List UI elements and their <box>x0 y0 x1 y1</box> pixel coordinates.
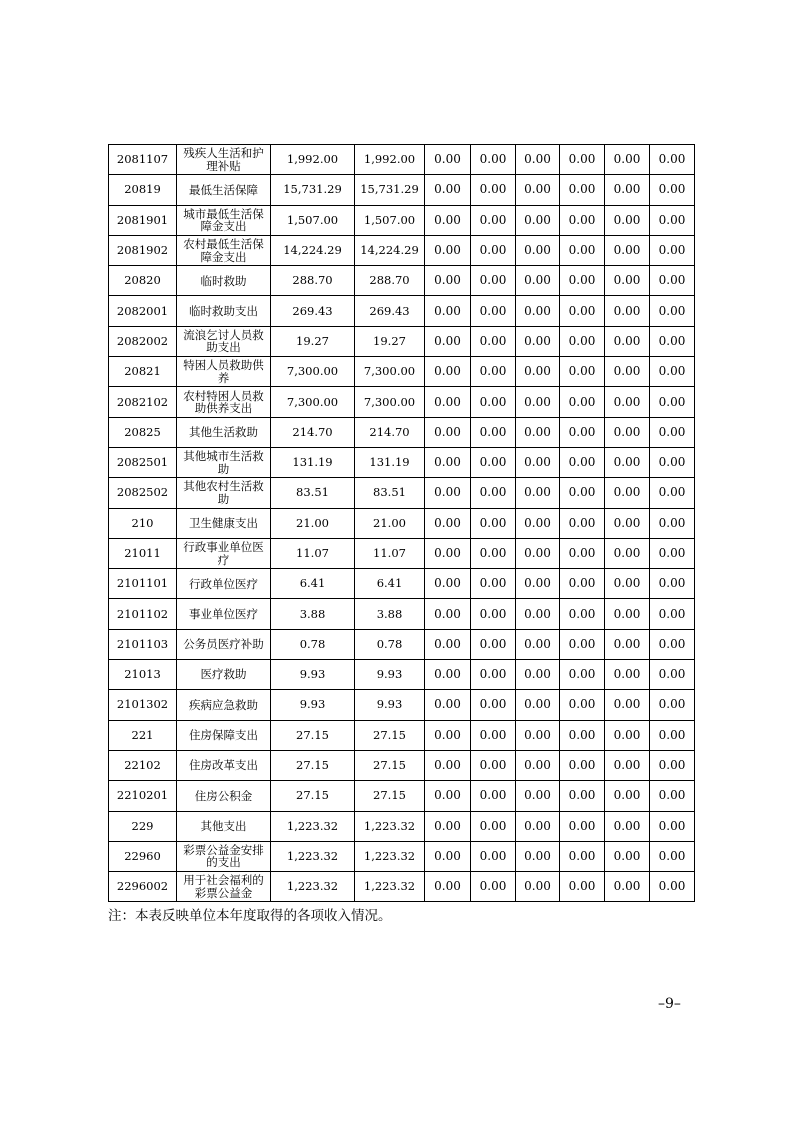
row-name-cell: 农村特困人员救助供养支出 <box>177 387 271 417</box>
row-amount-cell: 0.00 <box>471 781 516 811</box>
row-amount-cell: 0.00 <box>471 478 516 508</box>
row-name-cell: 公务员医疗补助 <box>177 629 271 659</box>
row-amount-cell: 0.00 <box>605 841 650 871</box>
row-amount-cell: 0.00 <box>605 387 650 417</box>
row-amount-cell: 0.00 <box>425 326 471 356</box>
page-number: –9– <box>658 996 681 1012</box>
row-total-cell: 83.51 <box>271 478 355 508</box>
table-row <box>109 478 695 508</box>
table-row <box>109 841 695 871</box>
row-amount-cell: 0.00 <box>516 599 560 629</box>
row-amount-cell: 0.00 <box>605 296 650 326</box>
row-amount-cell: 0.00 <box>471 569 516 599</box>
row-code-cell: 21013 <box>109 660 177 690</box>
row-basic-cell: 19.27 <box>355 326 425 356</box>
row-name-cell: 卫生健康支出 <box>177 508 271 538</box>
row-amount-cell: 0.00 <box>471 720 516 750</box>
row-total-cell: 1,223.32 <box>271 841 355 871</box>
row-code-cell: 21011 <box>109 538 177 568</box>
row-name-cell: 住房公积金 <box>177 781 271 811</box>
row-name-cell: 其他城市生活救助 <box>177 447 271 477</box>
row-total-cell: 214.70 <box>271 417 355 447</box>
row-basic-cell: 15,731.29 <box>355 175 425 205</box>
row-code-cell: 221 <box>109 720 177 750</box>
row-name-cell: 彩票公益金安排的支出 <box>177 841 271 871</box>
row-amount-cell: 0.00 <box>605 235 650 265</box>
row-total-cell: 11.07 <box>271 538 355 568</box>
row-amount-cell: 0.00 <box>516 478 560 508</box>
table-row <box>109 508 695 538</box>
row-amount-cell: 0.00 <box>560 478 605 508</box>
row-amount-cell: 0.00 <box>516 387 560 417</box>
row-amount-cell: 0.00 <box>560 569 605 599</box>
row-amount-cell: 0.00 <box>560 629 605 659</box>
row-name-cell: 残疾人生活和护理补贴 <box>177 145 271 175</box>
row-amount-cell: 0.00 <box>516 660 560 690</box>
row-amount-cell: 0.00 <box>516 569 560 599</box>
row-basic-cell: 7,300.00 <box>355 387 425 417</box>
row-basic-cell: 1,507.00 <box>355 205 425 235</box>
row-amount-cell: 0.00 <box>650 811 695 841</box>
row-name-cell: 医疗救助 <box>177 660 271 690</box>
row-amount-cell: 0.00 <box>425 387 471 417</box>
row-amount-cell: 0.00 <box>425 235 471 265</box>
row-name-cell: 临时救助 <box>177 266 271 296</box>
row-amount-cell: 0.00 <box>425 508 471 538</box>
row-amount-cell: 0.00 <box>605 569 650 599</box>
row-total-cell: 269.43 <box>271 296 355 326</box>
row-basic-cell: 11.07 <box>355 538 425 568</box>
table-row <box>109 720 695 750</box>
row-total-cell: 9.93 <box>271 660 355 690</box>
row-total-cell: 21.00 <box>271 508 355 538</box>
row-amount-cell: 0.00 <box>560 175 605 205</box>
row-amount-cell: 0.00 <box>425 841 471 871</box>
row-code-cell: 20819 <box>109 175 177 205</box>
row-amount-cell: 0.00 <box>516 508 560 538</box>
row-amount-cell: 0.00 <box>560 508 605 538</box>
row-amount-cell: 0.00 <box>650 387 695 417</box>
row-basic-cell: 131.19 <box>355 447 425 477</box>
row-code-cell: 2101101 <box>109 569 177 599</box>
row-total-cell: 6.41 <box>271 569 355 599</box>
row-amount-cell: 0.00 <box>650 690 695 720</box>
row-amount-cell: 0.00 <box>650 720 695 750</box>
row-amount-cell: 0.00 <box>471 750 516 780</box>
row-code-cell: 2082102 <box>109 387 177 417</box>
row-amount-cell: 0.00 <box>560 447 605 477</box>
row-amount-cell: 0.00 <box>650 841 695 871</box>
row-code-cell: 2081902 <box>109 235 177 265</box>
row-code-cell: 2101103 <box>109 629 177 659</box>
row-amount-cell: 0.00 <box>650 629 695 659</box>
row-amount-cell: 0.00 <box>516 841 560 871</box>
row-name-cell: 行政事业单位医疗 <box>177 538 271 568</box>
row-amount-cell: 0.00 <box>471 690 516 720</box>
table-row <box>109 569 695 599</box>
row-code-cell: 2101102 <box>109 599 177 629</box>
row-amount-cell: 0.00 <box>560 841 605 871</box>
row-basic-cell: 1,223.32 <box>355 811 425 841</box>
row-code-cell: 2081901 <box>109 205 177 235</box>
row-total-cell: 9.93 <box>271 690 355 720</box>
table-row <box>109 296 695 326</box>
row-amount-cell: 0.00 <box>516 781 560 811</box>
row-amount-cell: 0.00 <box>605 508 650 538</box>
table-row <box>109 145 695 175</box>
table-row <box>109 872 695 902</box>
row-name-cell: 用于社会福利的彩票公益金 <box>177 872 271 902</box>
row-amount-cell: 0.00 <box>516 357 560 387</box>
row-amount-cell: 0.00 <box>516 690 560 720</box>
row-amount-cell: 0.00 <box>471 538 516 568</box>
row-amount-cell: 0.00 <box>605 478 650 508</box>
row-amount-cell: 0.00 <box>425 296 471 326</box>
row-amount-cell: 0.00 <box>516 235 560 265</box>
row-amount-cell: 0.00 <box>605 872 650 902</box>
row-total-cell: 3.88 <box>271 599 355 629</box>
row-amount-cell: 0.00 <box>516 145 560 175</box>
row-amount-cell: 0.00 <box>605 720 650 750</box>
row-basic-cell: 14,224.29 <box>355 235 425 265</box>
row-amount-cell: 0.00 <box>560 145 605 175</box>
row-amount-cell: 0.00 <box>471 447 516 477</box>
row-amount-cell: 0.00 <box>516 447 560 477</box>
row-amount-cell: 0.00 <box>516 417 560 447</box>
row-amount-cell: 0.00 <box>471 266 516 296</box>
row-basic-cell: 83.51 <box>355 478 425 508</box>
table-row <box>109 781 695 811</box>
row-amount-cell: 0.00 <box>560 690 605 720</box>
row-amount-cell: 0.00 <box>425 538 471 568</box>
table-row <box>109 538 695 568</box>
row-amount-cell: 0.00 <box>560 417 605 447</box>
row-amount-cell: 0.00 <box>425 205 471 235</box>
row-amount-cell: 0.00 <box>605 175 650 205</box>
row-amount-cell: 0.00 <box>605 145 650 175</box>
row-amount-cell: 0.00 <box>650 569 695 599</box>
row-name-cell: 农村最低生活保障金支出 <box>177 235 271 265</box>
row-amount-cell: 0.00 <box>605 357 650 387</box>
row-amount-cell: 0.00 <box>425 569 471 599</box>
table-row <box>109 690 695 720</box>
row-amount-cell: 0.00 <box>425 478 471 508</box>
row-code-cell: 2082001 <box>109 296 177 326</box>
row-total-cell: 1,223.32 <box>271 811 355 841</box>
row-amount-cell: 0.00 <box>471 235 516 265</box>
row-amount-cell: 0.00 <box>560 781 605 811</box>
row-total-cell: 15,731.29 <box>271 175 355 205</box>
row-amount-cell: 0.00 <box>516 629 560 659</box>
row-basic-cell: 9.93 <box>355 690 425 720</box>
row-amount-cell: 0.00 <box>650 145 695 175</box>
row-basic-cell: 0.78 <box>355 629 425 659</box>
row-amount-cell: 0.00 <box>425 811 471 841</box>
row-amount-cell: 0.00 <box>516 750 560 780</box>
row-code-cell: 2296002 <box>109 872 177 902</box>
row-amount-cell: 0.00 <box>516 720 560 750</box>
row-total-cell: 27.15 <box>271 750 355 780</box>
table-row <box>109 811 695 841</box>
row-amount-cell: 0.00 <box>650 326 695 356</box>
table-row <box>109 387 695 417</box>
row-amount-cell: 0.00 <box>650 478 695 508</box>
row-amount-cell: 0.00 <box>650 296 695 326</box>
row-amount-cell: 0.00 <box>425 690 471 720</box>
row-basic-cell: 269.43 <box>355 296 425 326</box>
row-total-cell: 27.15 <box>271 781 355 811</box>
row-amount-cell: 0.00 <box>650 750 695 780</box>
row-amount-cell: 0.00 <box>471 811 516 841</box>
row-amount-cell: 0.00 <box>560 266 605 296</box>
row-amount-cell: 0.00 <box>516 175 560 205</box>
row-amount-cell: 0.00 <box>425 599 471 629</box>
row-amount-cell: 0.00 <box>560 872 605 902</box>
row-amount-cell: 0.00 <box>425 781 471 811</box>
row-name-cell: 事业单位医疗 <box>177 599 271 629</box>
row-name-cell: 临时救助支出 <box>177 296 271 326</box>
row-amount-cell: 0.00 <box>471 417 516 447</box>
row-amount-cell: 0.00 <box>650 357 695 387</box>
row-basic-cell: 1,223.32 <box>355 841 425 871</box>
row-amount-cell: 0.00 <box>560 599 605 629</box>
row-amount-cell: 0.00 <box>650 599 695 629</box>
row-amount-cell: 0.00 <box>425 145 471 175</box>
table-row <box>109 175 695 205</box>
row-basic-cell: 214.70 <box>355 417 425 447</box>
row-code-cell: 20820 <box>109 266 177 296</box>
row-amount-cell: 0.00 <box>650 175 695 205</box>
table-row <box>109 417 695 447</box>
row-amount-cell: 0.00 <box>560 205 605 235</box>
row-basic-cell: 1,223.32 <box>355 872 425 902</box>
row-amount-cell: 0.00 <box>516 296 560 326</box>
row-basic-cell: 27.15 <box>355 720 425 750</box>
row-amount-cell: 0.00 <box>605 690 650 720</box>
row-code-cell: 20821 <box>109 357 177 387</box>
row-amount-cell: 0.00 <box>650 205 695 235</box>
row-total-cell: 288.70 <box>271 266 355 296</box>
row-total-cell: 27.15 <box>271 720 355 750</box>
row-amount-cell: 0.00 <box>471 872 516 902</box>
row-amount-cell: 0.00 <box>516 205 560 235</box>
row-amount-cell: 0.00 <box>560 811 605 841</box>
row-amount-cell: 0.00 <box>471 841 516 871</box>
row-code-cell: 2081107 <box>109 145 177 175</box>
row-amount-cell: 0.00 <box>650 417 695 447</box>
row-amount-cell: 0.00 <box>425 720 471 750</box>
row-name-cell: 最低生活保障 <box>177 175 271 205</box>
row-code-cell: 229 <box>109 811 177 841</box>
row-name-cell: 疾病应急救助 <box>177 690 271 720</box>
table-body <box>109 145 695 902</box>
row-amount-cell: 0.00 <box>516 872 560 902</box>
row-amount-cell: 0.00 <box>605 447 650 477</box>
row-amount-cell: 0.00 <box>605 750 650 780</box>
row-amount-cell: 0.00 <box>650 447 695 477</box>
row-amount-cell: 0.00 <box>425 357 471 387</box>
row-amount-cell: 0.00 <box>471 387 516 417</box>
row-amount-cell: 0.00 <box>650 660 695 690</box>
row-basic-cell: 27.15 <box>355 750 425 780</box>
row-total-cell: 131.19 <box>271 447 355 477</box>
row-amount-cell: 0.00 <box>425 447 471 477</box>
row-amount-cell: 0.00 <box>471 205 516 235</box>
row-amount-cell: 0.00 <box>650 538 695 568</box>
row-amount-cell: 0.00 <box>471 296 516 326</box>
row-amount-cell: 0.00 <box>516 266 560 296</box>
row-name-cell: 住房保障支出 <box>177 720 271 750</box>
row-name-cell: 其他支出 <box>177 811 271 841</box>
row-basic-cell: 27.15 <box>355 781 425 811</box>
row-amount-cell: 0.00 <box>425 175 471 205</box>
row-name-cell: 流浪乞讨人员救助支出 <box>177 326 271 356</box>
row-total-cell: 0.78 <box>271 629 355 659</box>
row-amount-cell: 0.00 <box>471 145 516 175</box>
row-amount-cell: 0.00 <box>560 296 605 326</box>
row-code-cell: 2082502 <box>109 478 177 508</box>
row-amount-cell: 0.00 <box>605 266 650 296</box>
row-code-cell: 2082002 <box>109 326 177 356</box>
row-amount-cell: 0.00 <box>650 872 695 902</box>
row-amount-cell: 0.00 <box>605 326 650 356</box>
table-row <box>109 599 695 629</box>
row-amount-cell: 0.00 <box>425 266 471 296</box>
table-row <box>109 205 695 235</box>
row-amount-cell: 0.00 <box>605 599 650 629</box>
table-row <box>109 235 695 265</box>
row-code-cell: 2101302 <box>109 690 177 720</box>
row-amount-cell: 0.00 <box>471 629 516 659</box>
row-amount-cell: 0.00 <box>425 872 471 902</box>
table-row <box>109 750 695 780</box>
row-code-cell: 210 <box>109 508 177 538</box>
row-amount-cell: 0.00 <box>471 357 516 387</box>
row-name-cell: 行政单位医疗 <box>177 569 271 599</box>
row-total-cell: 19.27 <box>271 326 355 356</box>
row-basic-cell: 21.00 <box>355 508 425 538</box>
income-table <box>108 144 695 902</box>
table-note: 注：本表反映单位本年度取得的各项收入情况。 <box>108 908 392 924</box>
row-amount-cell: 0.00 <box>605 417 650 447</box>
row-amount-cell: 0.00 <box>560 235 605 265</box>
table-row <box>109 447 695 477</box>
row-code-cell: 22102 <box>109 750 177 780</box>
row-amount-cell: 0.00 <box>605 811 650 841</box>
row-name-cell: 城市最低生活保障金支出 <box>177 205 271 235</box>
row-amount-cell: 0.00 <box>471 326 516 356</box>
row-amount-cell: 0.00 <box>425 750 471 780</box>
row-code-cell: 2082501 <box>109 447 177 477</box>
row-amount-cell: 0.00 <box>650 235 695 265</box>
row-amount-cell: 0.00 <box>650 266 695 296</box>
row-amount-cell: 0.00 <box>516 538 560 568</box>
row-name-cell: 住房改革支出 <box>177 750 271 780</box>
row-amount-cell: 0.00 <box>650 781 695 811</box>
row-amount-cell: 0.00 <box>605 781 650 811</box>
row-amount-cell: 0.00 <box>471 175 516 205</box>
row-total-cell: 7,300.00 <box>271 387 355 417</box>
row-amount-cell: 0.00 <box>425 417 471 447</box>
row-name-cell: 其他生活救助 <box>177 417 271 447</box>
row-amount-cell: 0.00 <box>605 538 650 568</box>
row-code-cell: 20825 <box>109 417 177 447</box>
row-amount-cell: 0.00 <box>425 660 471 690</box>
row-name-cell: 特困人员救助供养 <box>177 357 271 387</box>
row-basic-cell: 9.93 <box>355 660 425 690</box>
table-row <box>109 326 695 356</box>
row-basic-cell: 3.88 <box>355 599 425 629</box>
row-amount-cell: 0.00 <box>560 538 605 568</box>
row-total-cell: 1,507.00 <box>271 205 355 235</box>
row-amount-cell: 0.00 <box>560 750 605 780</box>
table-row <box>109 629 695 659</box>
row-code-cell: 2210201 <box>109 781 177 811</box>
row-basic-cell: 6.41 <box>355 569 425 599</box>
row-amount-cell: 0.00 <box>560 326 605 356</box>
row-basic-cell: 288.70 <box>355 266 425 296</box>
row-amount-cell: 0.00 <box>605 660 650 690</box>
row-amount-cell: 0.00 <box>516 811 560 841</box>
row-basic-cell: 1,992.00 <box>355 145 425 175</box>
row-amount-cell: 0.00 <box>471 599 516 629</box>
row-amount-cell: 0.00 <box>516 326 560 356</box>
row-code-cell: 22960 <box>109 841 177 871</box>
row-total-cell: 1,223.32 <box>271 872 355 902</box>
table-row <box>109 660 695 690</box>
row-amount-cell: 0.00 <box>560 720 605 750</box>
row-total-cell: 7,300.00 <box>271 357 355 387</box>
table-row <box>109 357 695 387</box>
row-total-cell: 1,992.00 <box>271 145 355 175</box>
row-amount-cell: 0.00 <box>425 629 471 659</box>
row-amount-cell: 0.00 <box>471 660 516 690</box>
row-amount-cell: 0.00 <box>560 660 605 690</box>
row-amount-cell: 0.00 <box>605 205 650 235</box>
row-total-cell: 14,224.29 <box>271 235 355 265</box>
row-name-cell: 其他农村生活救助 <box>177 478 271 508</box>
row-amount-cell: 0.00 <box>560 387 605 417</box>
table-row <box>109 266 695 296</box>
row-basic-cell: 7,300.00 <box>355 357 425 387</box>
row-amount-cell: 0.00 <box>560 357 605 387</box>
row-amount-cell: 0.00 <box>650 508 695 538</box>
row-amount-cell: 0.00 <box>471 508 516 538</box>
row-amount-cell: 0.00 <box>605 629 650 659</box>
